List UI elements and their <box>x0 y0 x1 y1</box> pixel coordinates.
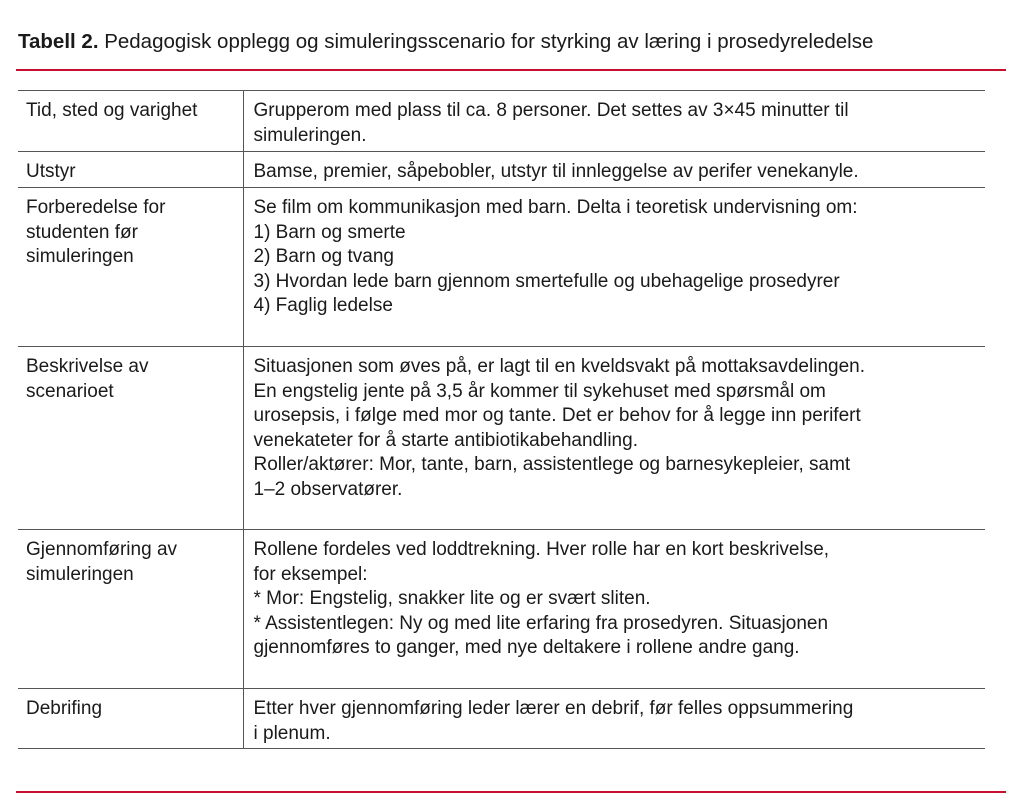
label-line: Debrifing <box>26 698 103 719</box>
table-row <box>18 347 985 530</box>
content-line: gjennomføres to ganger, med nye deltakere i rollene andre gang. <box>253 637 800 659</box>
table-caption-text: Pedagogisk opplegg og simuleringsscenario for styrking av læring i prosedyreledelse <box>98 30 874 53</box>
label-line: scenarioet <box>26 380 114 402</box>
content-line: * Mor: Engstelig, snakker lite og er svært sliten. <box>253 588 651 610</box>
content-line: simuleringen. <box>253 124 367 146</box>
content-line: Rollene fordeles ved loddtrekning. Hver rolle har en kort beskrivelse, <box>253 539 830 560</box>
row-tid-label-cell <box>18 91 243 152</box>
content-line: * Assistentlegen: Ny og med lite erfaring fra prosedyren. Situasjonen <box>253 612 829 634</box>
table-caption-label: Tabell 2. <box>18 30 99 53</box>
content-line: Etter hver gjennomføring leder lærer en debrif, før felles oppsummering <box>253 698 854 719</box>
content-line: i plenum. <box>253 722 331 744</box>
row-debrifing-label-cell <box>18 689 243 749</box>
row-tid-content-cell <box>243 91 985 152</box>
row-utstyr-label-cell <box>18 152 243 188</box>
content-line: 1) Barn og smerte <box>253 221 406 243</box>
row-gjennomforing-content-cell <box>243 530 985 689</box>
table-row <box>18 689 985 749</box>
label-line: simuleringen <box>26 563 134 585</box>
content-line: 4) Faglig ledelse <box>253 295 393 317</box>
bottom-divider <box>16 791 1006 793</box>
table-caption <box>18 29 873 55</box>
content-line: 1–2 observatører. <box>253 478 403 500</box>
table-row <box>18 530 985 689</box>
row-beskrivelse-content-cell <box>243 347 985 530</box>
label-line: Beskrivelse av <box>26 356 149 377</box>
table-row <box>18 91 985 152</box>
label-line: Utstyr <box>26 161 76 182</box>
content-line: En engstelig jente på 3,5 år kommer til sykehuset med spørsmål om <box>253 380 826 402</box>
content-line: Situasjonen som øves på, er lagt til en kveldsvakt på mottaksavdelingen. <box>253 356 865 377</box>
content-line: for eksempel: <box>253 563 368 585</box>
content-line: 2) Barn og tvang <box>253 246 394 268</box>
content-line: 3) Hvordan lede barn gjennom smertefulle og ubehagelige prosedyrer <box>253 270 840 292</box>
row-gjennomforing-label-cell <box>18 530 243 689</box>
label-line: simuleringen <box>26 246 134 268</box>
content-line: urosepsis, i følge med mor og tante. Det er behov for å legge inn perifert <box>253 405 861 427</box>
row-beskrivelse-label-cell <box>18 347 243 530</box>
table-row <box>18 152 985 188</box>
top-divider <box>16 69 1006 71</box>
label-line: studenten før <box>26 221 138 243</box>
table-body <box>18 91 985 749</box>
row-forberedelse-content-cell <box>243 188 985 347</box>
content-line: Grupperom med plass til ca. 8 personer. Det settes av 3×45 minutter til <box>253 100 849 121</box>
content-line: Roller/aktører: Mor, tante, barn, assistentlege og barnesykepleier, samt <box>253 454 851 476</box>
content-line: Se film om kommunikasjon med barn. Delta i teoretisk undervisning om: <box>253 197 858 218</box>
table-row <box>18 188 985 347</box>
row-forberedelse-label-cell <box>18 188 243 347</box>
label-line: Forberedelse for <box>26 197 166 218</box>
label-line: Tid, sted og varighet <box>26 100 198 121</box>
content-line: Bamse, premier, såpebobler, utstyr til innleggelse av perifer venekanyle. <box>253 161 859 182</box>
row-utstyr-content-cell <box>243 152 985 188</box>
label-line: Gjennomføring av <box>26 539 178 560</box>
procedure-table <box>18 90 985 749</box>
content-line: venekateter for å starte antibiotikabehandling. <box>253 429 638 451</box>
row-debrifing-content-cell <box>243 689 985 749</box>
